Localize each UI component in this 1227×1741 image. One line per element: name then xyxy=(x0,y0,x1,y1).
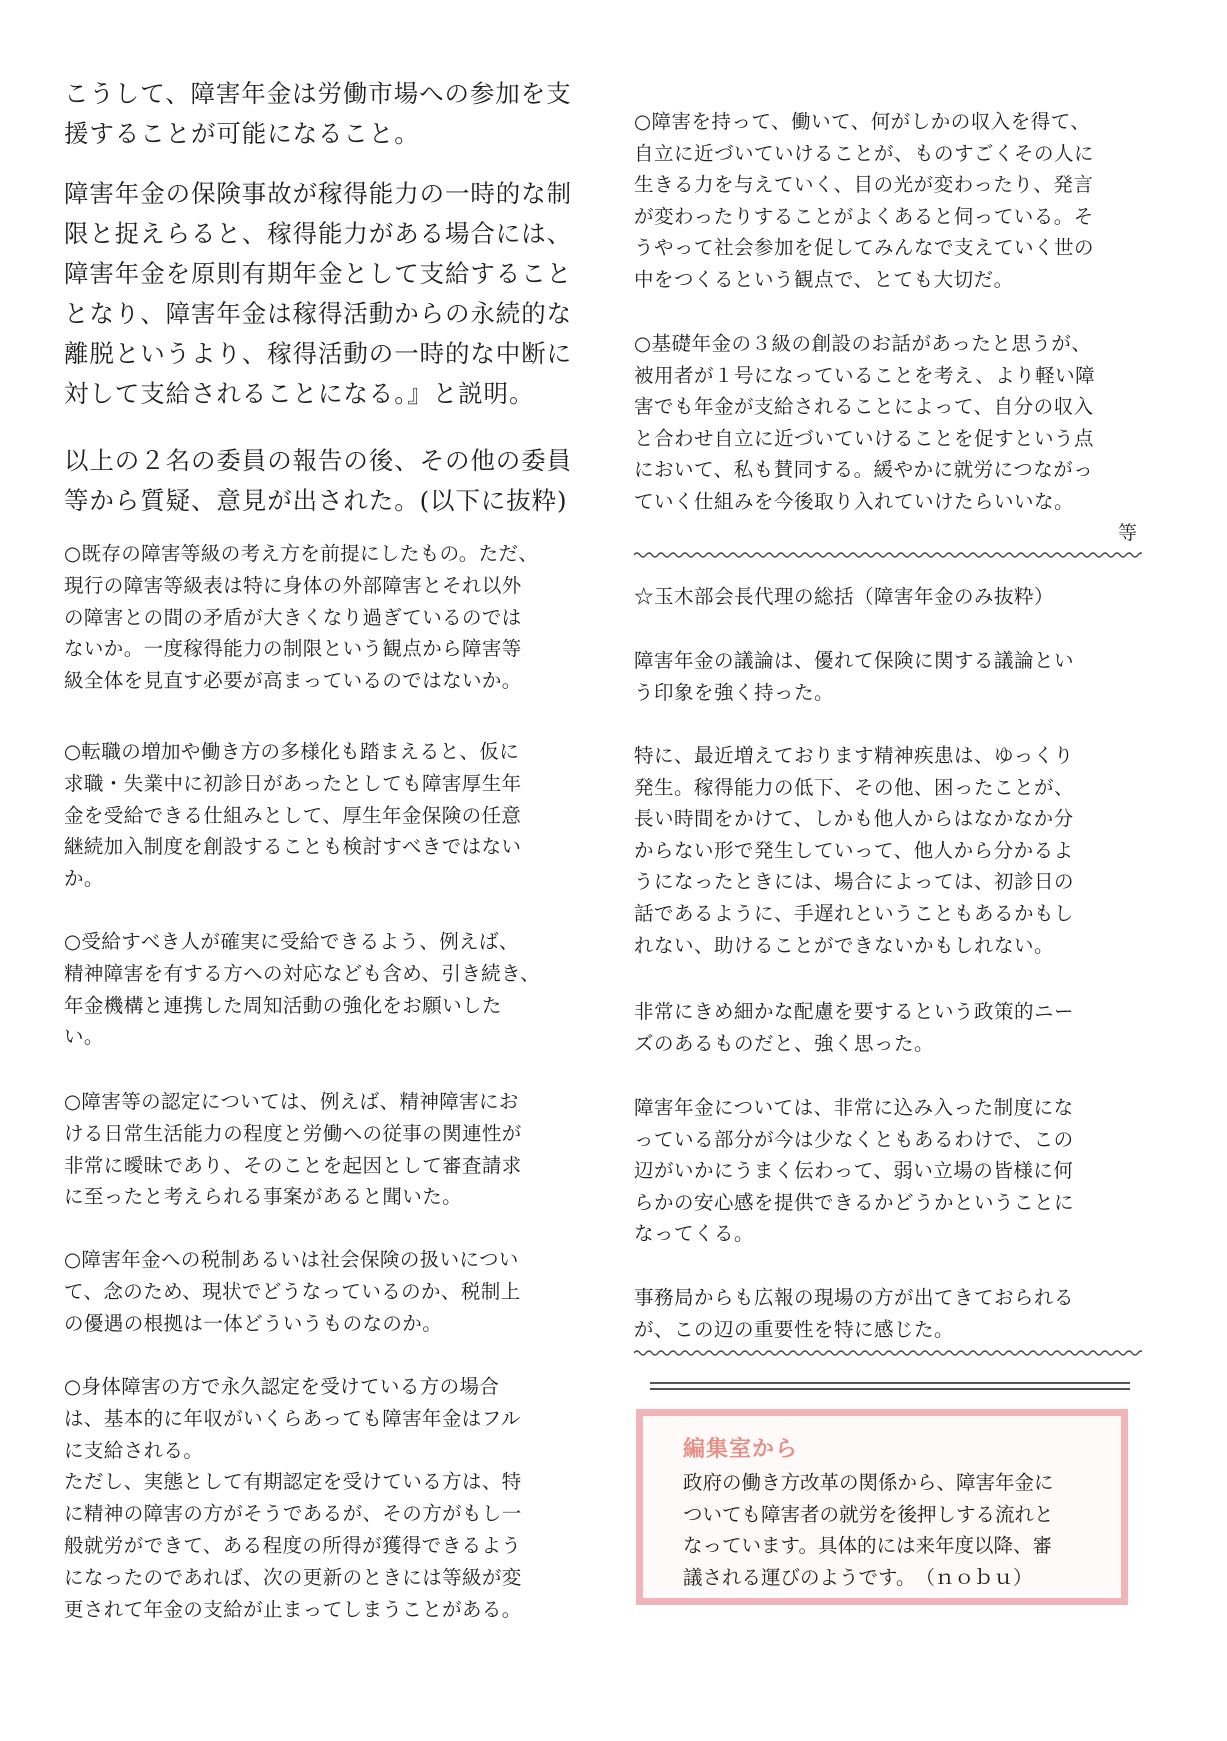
opinion-item-3: ○受給すべき人が確実に受給できるよう、例えば、 精神障害を有する方への対応なども含め、引き続き、 年金機構と連携した周知活動の強化をお願いした い。 xyxy=(64,930,541,1049)
report-summary-paragraph: 以上の２名の委員の報告の後、その他の委員 等から質疑、意見が出された。(以下に抜粋) xyxy=(64,446,572,515)
opinion-item-1: ○既存の障害等級の考え方を前提にしたもの。ただ、 現行の障害等級表は特に身体の外部障害とそれ以外 の障害との間の矛盾が大きくなり過ぎているのでは ないか。一度稼得能力の制限という観点から障害等 級全体を見直す必要が高まっているのではないか。 xyxy=(64,542,539,693)
summary-paragraph-3: 非常にきめ細かな配慮を要するという政策的ニー ズのあるものだと、強く思った。 xyxy=(634,1000,1075,1055)
opinion-item-6: ○身体障害の方で永久認定を受けている方の場合 は、基本的に年収がいくらあっても障害年金はフル に支給される。 ただし、実態として有期認定を受けている方は、特 に精神の障害の方がそうであるが、その方がもし一 般就労ができて、ある程度の所得が獲得できるよう になったのであれば、次の更新のときには等級が変 更されて年金の支給が止まってしまうことがある。 xyxy=(64,1375,522,1621)
etc-mark: 等 xyxy=(1117,522,1137,544)
wavy-divider-bottom xyxy=(634,1348,1142,1358)
summary-paragraph-2: 特に、最近増えております精神疾患は、ゆっくり 発生。稼得能力の低下、その他、困ったことが、 長い時間をかけて、しかも他人からはなかなか分 からない形で発生していって、他人から分かるよ うになったときには、場合によっては、初診日の 話であるように、手遅れということもあるかもし れない、助けることができないかもしれない。 xyxy=(634,744,1075,957)
editor-note-box xyxy=(636,1409,1128,1605)
summary-paragraph-1: 障害年金の議論は、優れて保険に関する議論とい う印象を強く持った。 xyxy=(634,649,1075,704)
double-rule-divider xyxy=(650,1382,1130,1390)
intro-paragraph: こうして、障害年金は労働市場への参加を支 援することが可能になること。 xyxy=(64,79,572,148)
summary-paragraph-5: 事務局からも広報の現場の方が出てきておられる が、この辺の重要性を特に感じた。 xyxy=(634,1286,1075,1341)
opinion-item-5: ○障害年金への税制あるいは社会保険の扱いについ て、念のため、現状でどうなっているのか、税制上 の優遇の根拠は一体どういうものなのか。 xyxy=(64,1248,521,1335)
summary-heading: ☆玉木部会長代理の総括（障害年金のみ抜粋） xyxy=(634,585,1055,608)
opinion-item-2: ○転職の増加や働き方の多様化も踏まえると、仮に 求職・失業中に初診日があったとしても障害厚生年 金を受給できる仕組みとして、厚生年金保険の任意 継続加入制度を創設することも検討すべきではない か。 xyxy=(64,740,522,891)
summary-paragraph-4: 障害年金については、非常に込み入った制度にな っている部分が今は少なくともあるわけで、この 辺がいかにうまく伝わって、弱い立場の皆様に何 らかの安心感を提供できるかどうかということに なってくる。 xyxy=(634,1096,1075,1246)
explanation-paragraph: 障害年金の保険事故が稼得能力の一時的な制 限と捉えらると、稼得能力がある場合には、 障害年金を原則有期年金として支給すること となり、障害年金は稼得活動からの永続的な 離脱というより、稼得活動の一時的な中断に 対して支給されることになる。』と説明。 xyxy=(64,179,572,408)
opinion-item-7: ○障害を持って、働いて、何がしかの収入を得て、 自立に近づいていけることが、ものすごくその人に 生きる力を与えていく、目の光が変わったり、発言 が変わったりすることがよくあると伺っている。そ うやって社会参加を促してみんなで支えていく世の 中をつくるという観点で、とても大切だ。 xyxy=(634,110,1095,291)
wavy-divider-top xyxy=(634,550,1142,560)
opinion-item-8: ○基礎年金の３級の創設のお話があったと思うが、 被用者が１号になっていることを考え、より軽い障 害でも年金が支給されることによって、自分の収入 と合わせ自立に近づいていけることを促すという点 において、私も賛同する。緩やかに就労につながっ ていく仕組みを今後取り入れていけたらいいな。 xyxy=(634,332,1096,513)
editor-note-body: 政府の働き方改革の関係から、障害年金に ついても障害者の就労を後押しする流れと なっています。具体的には来年度以降、審 議される運びのようです。 （ｎｏｂｕ） xyxy=(683,1471,1054,1589)
editor-note-title: 編集室から xyxy=(683,1437,799,1462)
opinion-item-4: ○障害等の認定については、例えば、精神障害にお ける日常生活能力の程度と労働への従事の関連性が 非常に曖昧であり、そのことを起因として審査請求 に至ったと考えられる事案があると聞いた。 xyxy=(64,1090,522,1209)
